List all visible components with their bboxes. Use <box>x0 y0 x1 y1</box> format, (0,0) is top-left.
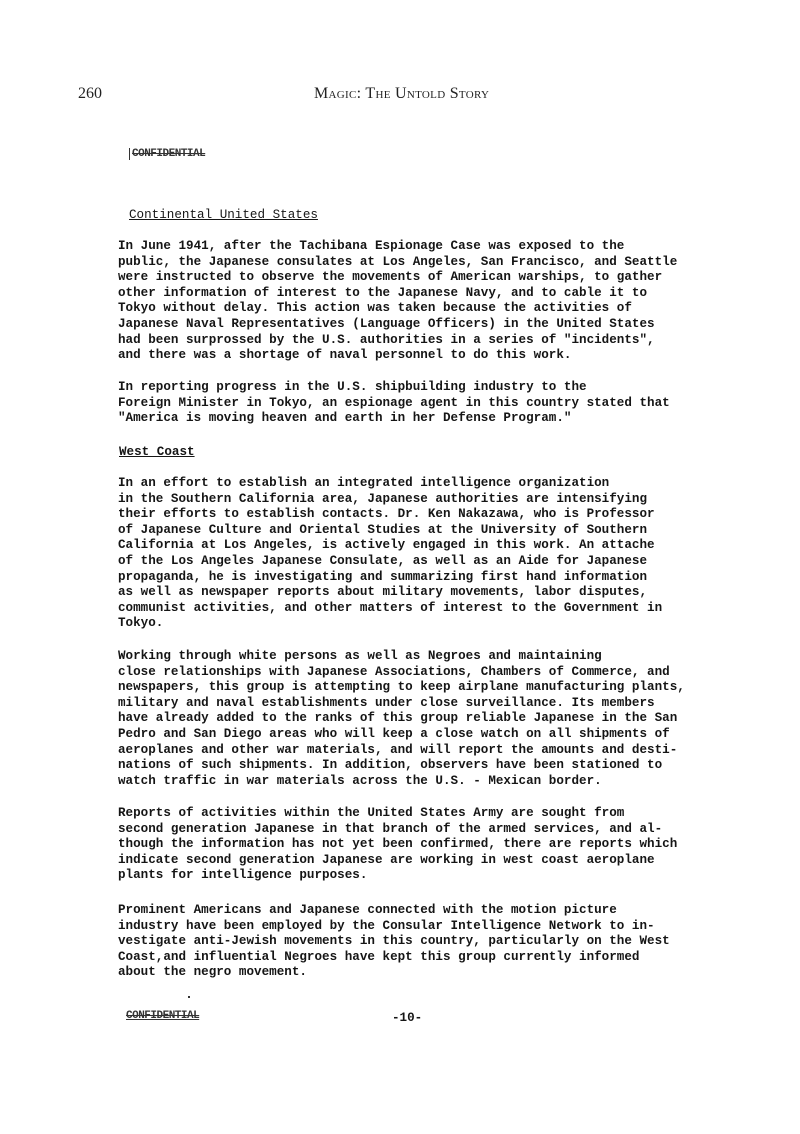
book-header <box>78 85 798 109</box>
paragraph-3: In an effort to establish an integrated intelligence organization in the Southern California area, Japanese authorities are intensifying their efforts to establish contacts. Dr. Ken Nakazawa, who is Professor of Japanese Culture and Oriental Studies at the University of Southern California at Los Angeles, is actively engaged in this work. An attache of the Los Angeles Japanese Consulate, as well as an Aide for Japanese propaganda, he is investigating and summarizing first hand information as well as newspaper reports about military movements, labor disputes, communist activities, and other matters of interest to the Government in Tokyo. <box>118 476 663 631</box>
section-heading-west-coast: West Coast <box>119 445 195 459</box>
ink-speck <box>188 996 190 998</box>
paragraph-2: In reporting progress in the U.S. shipbuilding industry to the Foreign Minister in Tokyo, an espionage agent in this country stated that "America is moving heaven and earth in her Defense Program." <box>118 380 670 426</box>
section-heading-continental: Continental United States <box>129 208 318 222</box>
paragraph-4: Working through white persons as well as Negroes and maintaining close relationships with Japanese Associations, Chambers of Commerce, and newspapers, this group is attempting to keep airplane manufacturing plants, military and naval establishments under close surveillance. Its members have already added to the ranks of this group reliable Japanese in the San Pedro and San Diego areas who will keep a close watch on all shipments of aeroplanes and other war materials, and will report the amounts and desti- nations of such shipments. In addition, observers have been stationed to watch traffic in war materials across the U.S. - Mexican border. <box>118 649 685 788</box>
confidential-stamp-bottom: CONFIDENTIAL <box>126 1010 200 1022</box>
paragraph-5: Reports of activities within the United States Army are sought from second generation Japanese in that branch of the armed services, and al- though the information has not yet been confirmed, there are reports which indicate second generation Japanese are working in west coast aeroplane plants for intelligence purposes. <box>118 806 678 883</box>
paragraph-1: In June 1941, after the Tachibana Espionage Case was exposed to the public, the Japanese consulates at Los Angeles, San Francisco, and Seattle were instructed to observe the movements of American warships, to gather other information of interest to the Japanese Navy, and to cable it to Tokyo without delay. This action was taken because the activities of Japanese Naval Representatives (Language Officers) in the United States had been surprossed by the U.S. authorities in a series of "incidents", and there was a shortage of naval personnel to do this work. <box>118 239 678 363</box>
paragraph-6: Prominent Americans and Japanese connected with the motion picture industry have been employed by the Consular Intelligence Network to in- vestigate anti-Jewish movements in this country, particularly on the West Coast,and influential Negroes have kept this group currently informed about the negro movement. <box>118 903 670 980</box>
confidential-stamp-top: CONFIDENTIAL <box>129 148 205 160</box>
book-title: Magic: The Untold Story <box>314 85 490 102</box>
page-number: 260 <box>78 85 102 102</box>
document-page-label: -10- <box>392 1011 423 1025</box>
